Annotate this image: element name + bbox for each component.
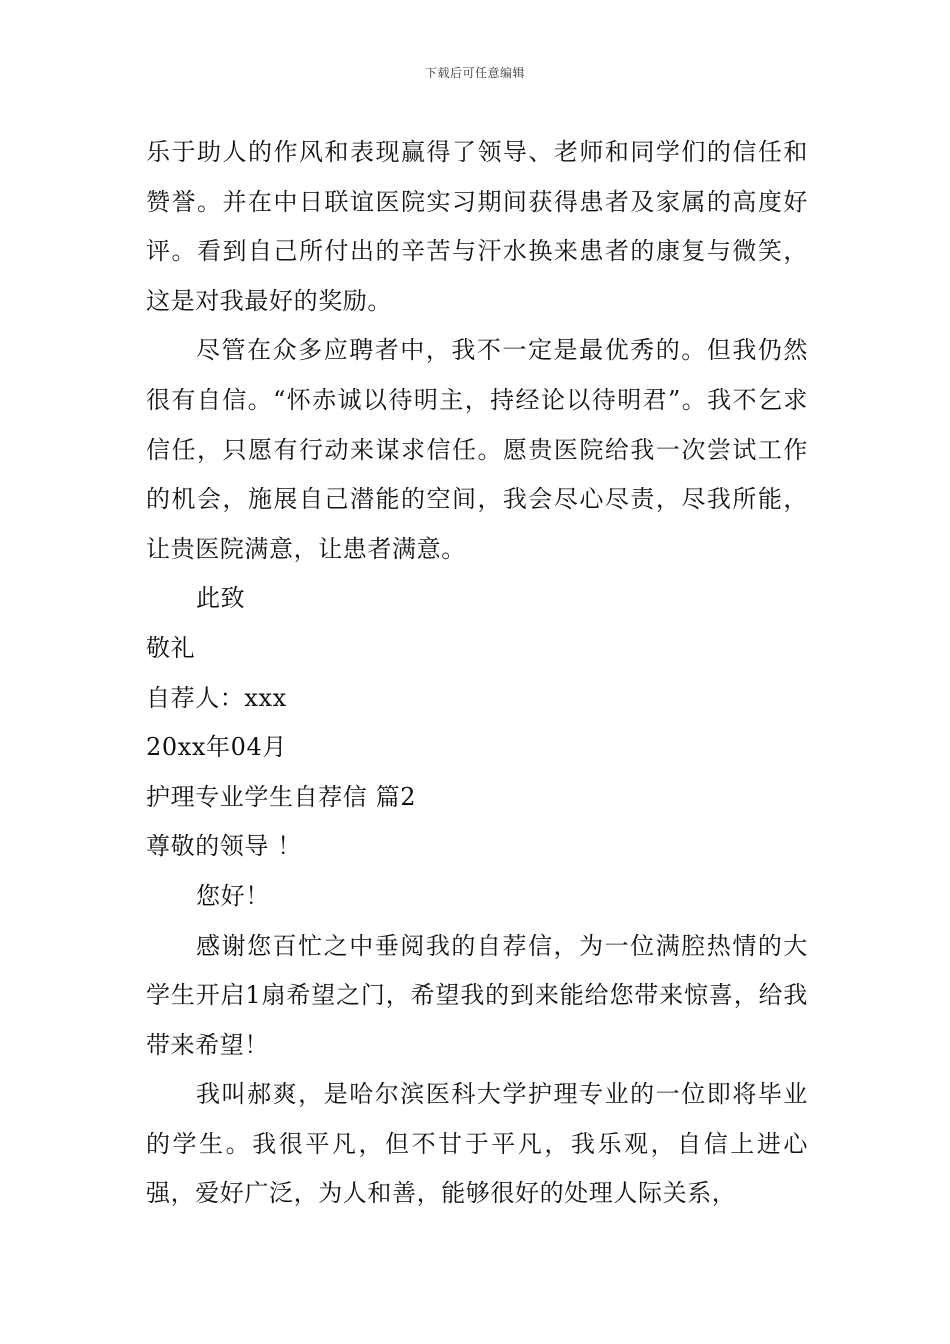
closing-regards: 敬礼 <box>146 633 196 662</box>
closing-salutation: 此致 <box>196 584 246 613</box>
greeting-line: 尊敬的领导 ！ <box>146 832 302 861</box>
paragraph-confidence: 尽管在众多应聘者中，我不一定是最优秀的。但我仍然很有自信。“怀赤诚以待明主，持经论以待明君”。我不乞求信任，只愿有行动来谋求信任。愿贵医院给我一次尝试工作的机会，施展自己潜能的空间，我会尽心尽责，尽我所能，让贵医院满意，让患者满意。 <box>146 336 808 563</box>
document-body <box>146 128 808 1219</box>
paragraph-introduction: 我叫郝爽，是哈尔滨医科大学护理专业的一位即将毕业的学生。我很平凡，但不甘于平凡，我乐观，自信上进心强，爱好广泛，为人和善，能够很好的处理人际关系， <box>146 1080 808 1208</box>
page-header: 下载后可任意编辑 <box>424 66 525 80</box>
greeting-hello: 您好！ <box>196 881 270 910</box>
signature-line: 自荐人：xxx <box>146 683 287 712</box>
date-line: 20xx年04月 <box>146 733 287 762</box>
section-title: 护理专业学生自荐信 篇2 <box>146 782 417 811</box>
paragraph-praise: 乐于助人的作风和表现赢得了领导、老师和同学们的信任和赞誉。并在中日联谊医院实习期间获得患者及家属的高度好评。看到自己所付出的辛苦与汗水换来患者的康复与微笑，这是对我最好的奖励。 <box>146 138 808 315</box>
paragraph-thanks: 感谢您百忙之中垂阅我的自荐信，为一位满腔热情的大学生开启1扇希望之门，希望我的到来能给您带来惊喜，给我带来希望！ <box>146 931 808 1059</box>
